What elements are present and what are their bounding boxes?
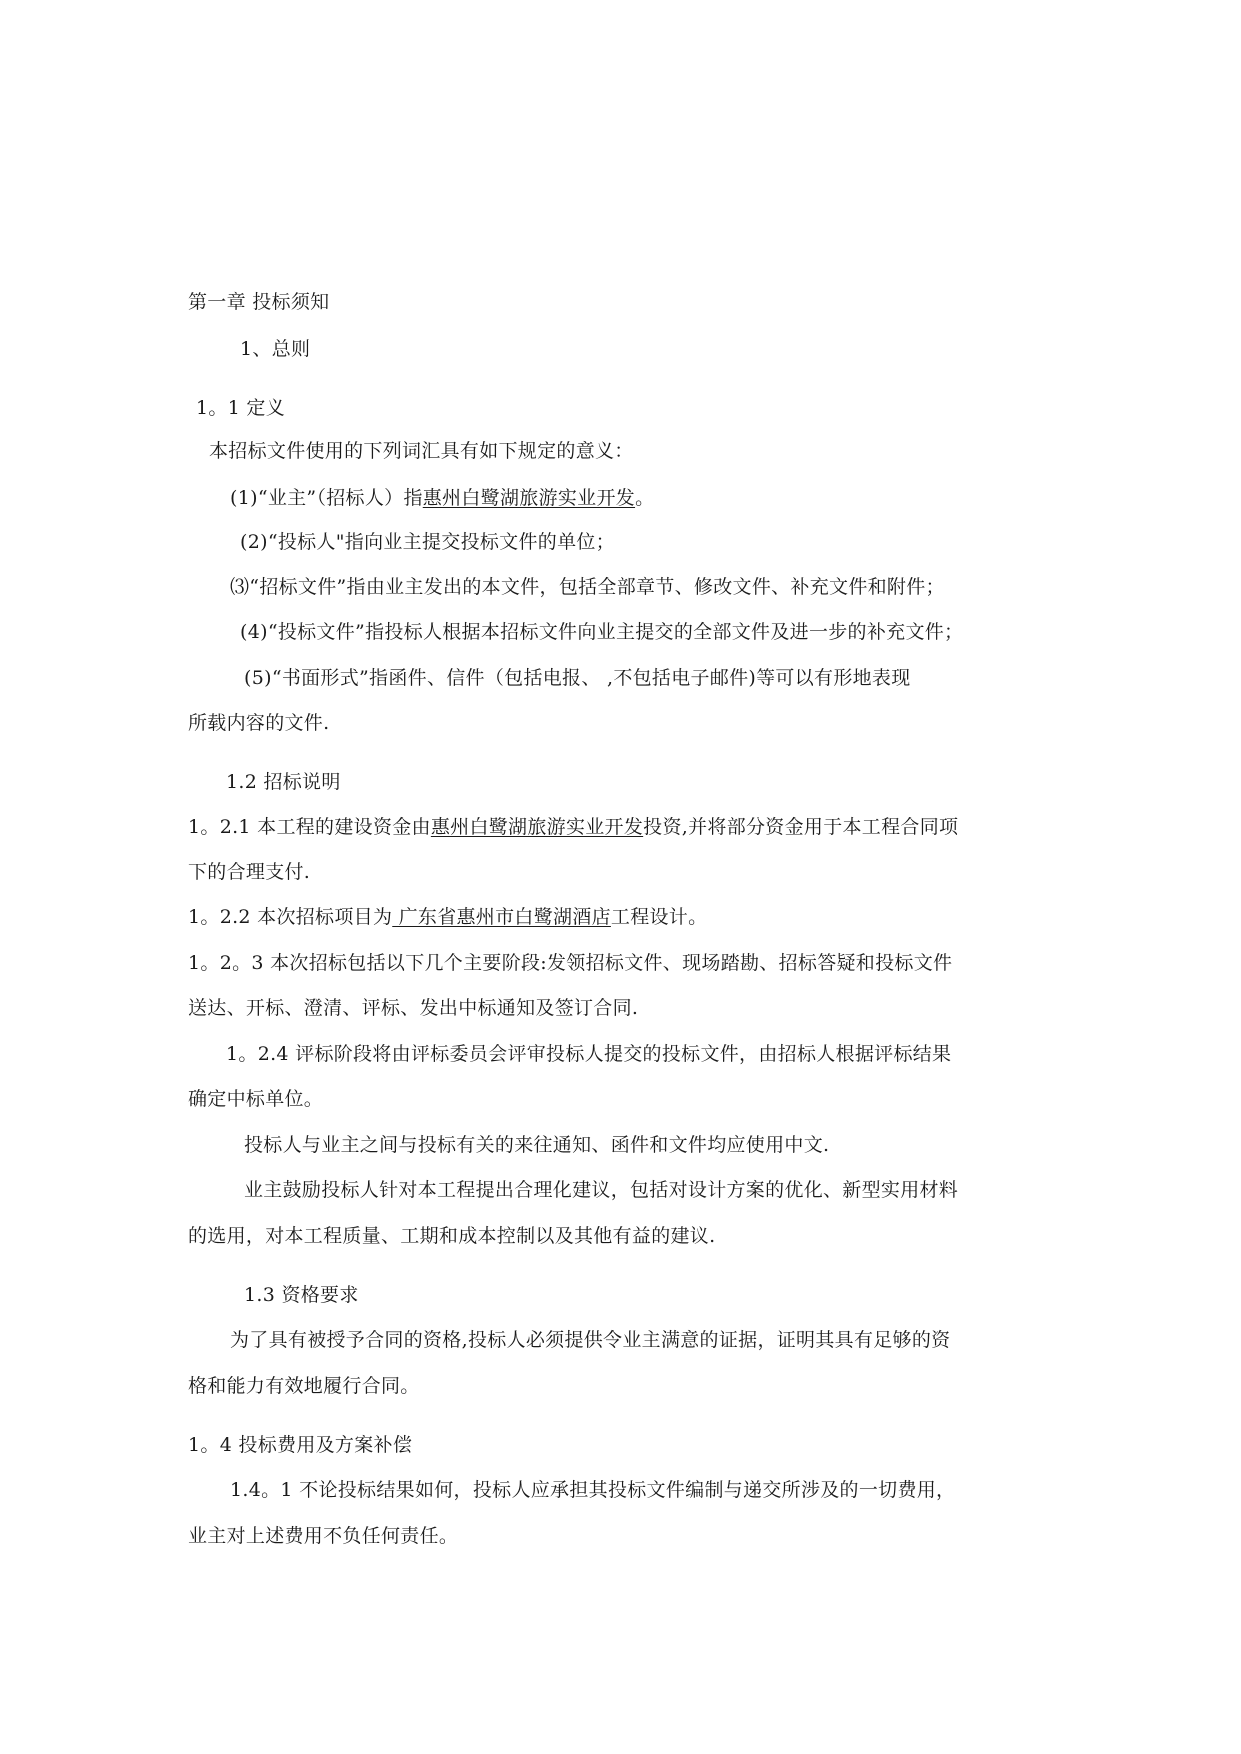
- paragraph-text-end: 投资,并将部分资金用于本工程合同项: [643, 816, 959, 838]
- definition-item-bid-document: (4)“投标文件”指投标人根据本招标文件向业主提交的全部文件及进一步的补充文件；: [240, 621, 964, 643]
- paragraph-language: 投标人与业主之间与投标有关的来往通知、函件和文件均应使用中文.: [244, 1134, 830, 1156]
- paragraph-qualification-cont: 格和能力有效地履行合同。: [188, 1375, 420, 1397]
- owner-organization: 惠州白鹭湖旅游实业开发: [422, 487, 636, 509]
- subsection-heading-tender-description: 1.2 招标说明: [226, 771, 341, 793]
- paragraph-encourage: 业主鼓励投标人针对本工程提出合理化建议，包括对设计方案的优化、新型实用材料: [244, 1179, 959, 1201]
- owner-organization: 惠州白鹭湖旅游实业开发: [430, 816, 644, 838]
- chapter-title: 第一章 投标须知: [188, 291, 330, 313]
- paragraph-1-4-1-cont: 业主对上述费用不负任何责任。: [188, 1525, 459, 1547]
- definition-text-end: 。: [635, 487, 655, 509]
- definition-text: (1)“业主”（招标人）指: [230, 487, 423, 509]
- paragraph-qualification: 为了具有被授予合同的资格,投标人必须提供令业主满意的证据，证明其具有足够的资: [230, 1329, 951, 1351]
- paragraph-1-2-4-cont: 确定中标单位。: [188, 1088, 324, 1110]
- paragraph-encourage-cont: 的选用，对本工程质量、工期和成本控制以及其他有益的建议.: [188, 1225, 716, 1247]
- paragraph-1-2-4: 1。2.4 评标阶段将由评标委员会评审投标人提交的投标文件，由招标人根据评标结果: [226, 1043, 952, 1065]
- subsection-heading-definitions: 1。1 定义: [196, 397, 286, 419]
- paragraph-text: 1。2.1 本工程的建设资金由: [188, 816, 431, 838]
- paragraph-1-2-3: 1。2。3 本次招标包括以下几个主要阶段:发领招标文件、现场踏勘、招标答疑和投标文件: [188, 952, 953, 974]
- definition-item-tender-document: ⑶“招标文件”指由业主发出的本文件，包括全部章节、修改文件、补充文件和附件；: [230, 576, 945, 598]
- paragraph-1-2-2: [188, 905, 707, 929]
- paragraph-1-2-3-cont: 送达、开标、澄清、评标、发出中标通知及签订合同.: [188, 997, 639, 1019]
- paragraph-1-4-1: 1.4。1 不论投标结果如何，投标人应承担其投标文件编制与递交所涉及的一切费用，: [230, 1479, 956, 1501]
- subsection-heading-qualification: 1.3 资格要求: [244, 1284, 359, 1306]
- subsection-heading-bid-cost: 1。4 投标费用及方案补偿: [188, 1434, 413, 1456]
- definitions-intro: 本招标文件使用的下列词汇具有如下规定的意义：: [209, 440, 634, 462]
- paragraph-text-end: 工程设计。: [610, 906, 708, 928]
- definition-item-written-form-cont: 所载内容的文件.: [188, 712, 330, 734]
- paragraph-1-2-1-cont: 下的合理支付.: [188, 861, 311, 883]
- definition-item-bidder: (2)“投标人"指向业主提交投标文件的单位；: [240, 531, 615, 553]
- section-heading-general: 1、总则: [240, 338, 311, 360]
- definition-item-written-form: (5)“书面形式”指函件、信件（包括电报、 ,不包括电子邮件)等可以有形地表现: [244, 667, 911, 689]
- definition-item-owner: [230, 486, 654, 510]
- project-name: 广东省惠州市白鹭湖酒店: [392, 906, 611, 928]
- paragraph-text: 1。2.2 本次招标项目为: [188, 906, 393, 928]
- paragraph-1-2-1: [188, 815, 958, 839]
